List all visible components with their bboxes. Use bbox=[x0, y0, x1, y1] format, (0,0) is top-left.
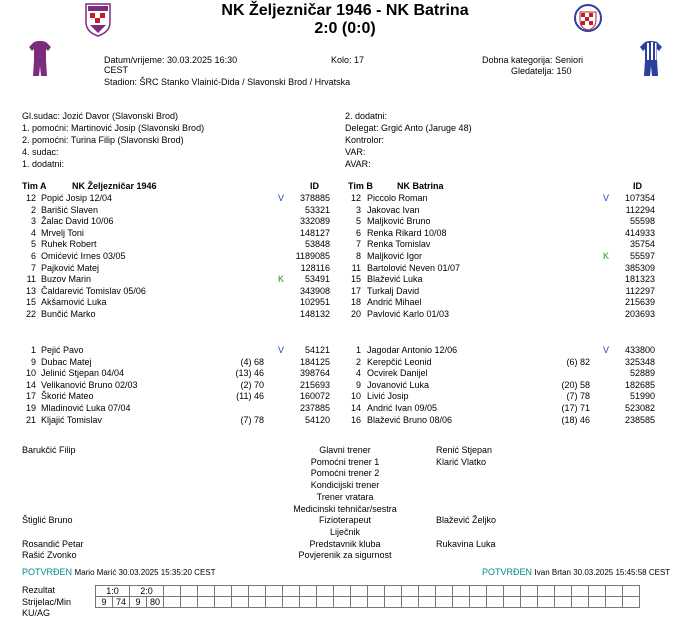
official-right-3: VAR: bbox=[345, 147, 366, 157]
player-id: 128116 bbox=[300, 262, 330, 273]
player-number: 19 bbox=[25, 403, 36, 413]
player-id: 112294 bbox=[625, 204, 655, 215]
staff-role: Liječnik bbox=[329, 527, 360, 537]
player-number: 2 bbox=[355, 356, 361, 367]
player-id: 53321 bbox=[304, 204, 330, 215]
empty-cell bbox=[453, 597, 470, 608]
player-id: 55597 bbox=[629, 251, 655, 261]
player-name: Pejić Pavo bbox=[41, 345, 84, 355]
team-b-starter-row bbox=[0, 298, 690, 309]
staff-team-a: Rosandić Petar bbox=[22, 539, 84, 549]
player-name: Jelinić Stjepan 04/04 bbox=[41, 368, 125, 379]
empty-cell bbox=[215, 597, 232, 608]
player-number: 2 bbox=[30, 204, 36, 215]
player-name: Maljković Bruno bbox=[367, 216, 431, 227]
player-number: 12 bbox=[25, 193, 36, 203]
player-id: 53491 bbox=[304, 274, 330, 285]
team-b-starter-row bbox=[0, 240, 690, 251]
scorer-cell: 9 bbox=[96, 597, 113, 608]
player-number: 4 bbox=[355, 368, 361, 379]
away-crest-icon bbox=[574, 2, 602, 38]
home-crest-icon bbox=[84, 2, 112, 38]
empty-cell bbox=[266, 586, 283, 597]
player-id: 51990 bbox=[629, 391, 655, 402]
player-name: Piccolo Roman bbox=[367, 193, 428, 203]
confirm-right-label: POTVRĐEN bbox=[482, 567, 533, 577]
official-left-3: 4. sudac: bbox=[22, 147, 59, 157]
player-number: 3 bbox=[30, 216, 36, 227]
player-number: 8 bbox=[355, 251, 361, 261]
staff-role: Fizioterapeut bbox=[318, 515, 372, 525]
empty-cell bbox=[504, 586, 521, 597]
player-number: 4 bbox=[30, 227, 36, 238]
player-name: Pavlović Karlo 01/03 bbox=[367, 309, 450, 319]
empty-cell bbox=[453, 586, 470, 597]
empty-cell bbox=[504, 597, 521, 608]
team-a-id-header: ID bbox=[310, 181, 319, 191]
player-number: 14 bbox=[25, 379, 36, 390]
player-number: 15 bbox=[25, 297, 36, 308]
empty-cell bbox=[351, 597, 368, 608]
confirm-left bbox=[22, 568, 216, 577]
goalkeeper-mark: V bbox=[603, 345, 610, 355]
player-id: 107354 bbox=[624, 193, 655, 203]
staff-team-a: Štiglić Bruno bbox=[22, 515, 73, 525]
scorer-label: Strijelac/Min bbox=[22, 597, 72, 607]
substitution-minute: (4) 68 bbox=[240, 356, 264, 367]
staff-role: Pomoćni trener 1 bbox=[310, 457, 380, 467]
staff-team-a: Rašić Zvonko bbox=[22, 550, 77, 560]
player-name: Dubac Matej bbox=[41, 356, 92, 367]
staff-team-b: Blažević Željko bbox=[436, 515, 497, 525]
official-left-2: 2. pomoćni: Turina Filip (Slavonski Brod) bbox=[22, 135, 184, 145]
empty-cell bbox=[368, 586, 385, 597]
empty-cell bbox=[198, 586, 215, 597]
goalkeeper-mark: V bbox=[603, 193, 610, 203]
empty-cell bbox=[402, 597, 419, 608]
staff-role: Kondicijski trener bbox=[310, 480, 380, 490]
team-b-name: NK Batrina bbox=[397, 181, 444, 191]
empty-cell bbox=[555, 597, 572, 608]
empty-cell bbox=[334, 597, 351, 608]
empty-cell bbox=[249, 586, 266, 597]
match-round: Kolo: 17 bbox=[331, 55, 365, 65]
empty-cell bbox=[249, 597, 266, 608]
team-b-sub-row bbox=[0, 416, 690, 427]
scorer-cell: 74 bbox=[113, 597, 130, 608]
scorer-cell: 80 bbox=[147, 597, 164, 608]
result-row bbox=[95, 586, 640, 597]
empty-cell bbox=[623, 586, 640, 597]
player-name: Renka Tomislav bbox=[367, 239, 431, 250]
empty-cell bbox=[266, 597, 283, 608]
empty-cell bbox=[470, 597, 487, 608]
player-number: 1 bbox=[355, 345, 361, 355]
staff-team-a: Barukčić Filip bbox=[22, 445, 76, 455]
player-id: 184125 bbox=[299, 356, 330, 367]
team-b-label: Tim B bbox=[348, 181, 373, 191]
player-number: 16 bbox=[350, 414, 361, 425]
empty-cell bbox=[419, 586, 436, 597]
empty-cell bbox=[606, 586, 623, 597]
team-b-starter-row bbox=[0, 287, 690, 298]
away-kit-icon bbox=[639, 40, 663, 80]
player-id: 203693 bbox=[624, 309, 655, 319]
player-number: 22 bbox=[25, 309, 36, 319]
match-title: NK Željezničar 1946 - NK Batrina bbox=[221, 2, 469, 19]
empty-cell bbox=[402, 586, 419, 597]
empty-cell bbox=[538, 597, 555, 608]
player-id: 112297 bbox=[625, 285, 655, 296]
player-number: 3 bbox=[355, 204, 361, 215]
team-b-sub-row bbox=[0, 381, 690, 392]
player-id: 53848 bbox=[304, 239, 330, 250]
player-id: 398764 bbox=[299, 368, 330, 379]
captain-mark: K bbox=[278, 274, 285, 285]
team-b-starter-row bbox=[0, 229, 690, 240]
official-right-1: Delegat: Grgić Anto (Jaruge 48) bbox=[345, 123, 472, 133]
substitution-minute: (6) 82 bbox=[566, 356, 590, 367]
player-name: Buzov Marin bbox=[41, 274, 92, 285]
empty-cell bbox=[215, 586, 232, 597]
home-kit-icon bbox=[28, 40, 52, 80]
empty-cell bbox=[487, 586, 504, 597]
empty-cell bbox=[385, 586, 402, 597]
empty-cell bbox=[521, 586, 538, 597]
result-grid bbox=[95, 585, 640, 608]
player-id: 181323 bbox=[624, 274, 655, 285]
player-number: 1 bbox=[30, 345, 36, 355]
player-name: Jakovac Ivan bbox=[367, 204, 420, 215]
player-id: 160072 bbox=[299, 391, 330, 402]
player-id: 215693 bbox=[299, 379, 330, 390]
player-name: Livić Josip bbox=[367, 391, 409, 402]
match-score: 2:0 (0:0) bbox=[314, 20, 376, 37]
player-name: Kljajić Tomislav bbox=[41, 414, 102, 425]
player-id: 238585 bbox=[624, 414, 655, 425]
player-name: Omićević Irnes 03/05 bbox=[41, 251, 126, 261]
empty-cell bbox=[283, 586, 300, 597]
player-id: 523082 bbox=[624, 403, 655, 413]
empty-cell bbox=[300, 586, 317, 597]
empty-cell bbox=[572, 586, 589, 597]
player-name: Barišić Slaven bbox=[41, 204, 99, 215]
player-id: 332089 bbox=[299, 216, 330, 227]
official-right-4: AVAR: bbox=[345, 159, 371, 169]
official-left-4: 1. dodatni: bbox=[22, 159, 65, 169]
player-number: 11 bbox=[26, 274, 36, 285]
goalkeeper-mark: V bbox=[278, 345, 285, 355]
player-name: Jagodar Antonio 12/06 bbox=[367, 345, 458, 355]
empty-cell bbox=[623, 597, 640, 608]
empty-cell bbox=[198, 597, 215, 608]
team-b-sub-row bbox=[0, 346, 690, 357]
player-number: 10 bbox=[350, 391, 361, 402]
player-name: Ocvirek Danijel bbox=[367, 368, 428, 379]
player-name: Pajković Matej bbox=[41, 262, 100, 273]
empty-cell bbox=[368, 597, 385, 608]
team-b-starter-row bbox=[0, 252, 690, 263]
player-name: Turkalj David bbox=[367, 285, 420, 296]
player-number: 5 bbox=[355, 216, 361, 227]
staff-role: Medicinski tehničar/sestra bbox=[293, 504, 397, 514]
staff-role: Trener vratara bbox=[316, 492, 374, 502]
empty-cell bbox=[232, 586, 249, 597]
empty-cell bbox=[572, 597, 589, 608]
player-number: 17 bbox=[25, 391, 36, 402]
official-right-0: 2. dodatni: bbox=[345, 111, 388, 121]
empty-cell bbox=[436, 597, 453, 608]
empty-cell bbox=[283, 597, 300, 608]
player-number: 14 bbox=[350, 403, 361, 413]
empty-cell bbox=[470, 586, 487, 597]
official-left-1: 1. pomoćni: Martinović Josip (Slavonski Brod) bbox=[22, 123, 205, 133]
empty-cell bbox=[232, 597, 249, 608]
player-id: 54120 bbox=[304, 414, 330, 425]
player-name: Blažević Luka bbox=[367, 274, 423, 285]
player-number: 7 bbox=[355, 239, 361, 250]
player-id: 54121 bbox=[304, 345, 330, 355]
result-label: Rezultat bbox=[22, 585, 56, 595]
empty-cell bbox=[436, 586, 453, 597]
player-id: 215639 bbox=[624, 297, 655, 308]
staff-role: Predstavnik kluba bbox=[309, 539, 381, 549]
player-number: 7 bbox=[30, 262, 36, 273]
player-id: 378885 bbox=[299, 193, 330, 203]
player-name: Ruhek Robert bbox=[41, 239, 97, 250]
player-id: 433800 bbox=[624, 345, 655, 355]
player-id: 102951 bbox=[299, 297, 330, 308]
confirm-right-text: Ivan Brtan 30.03.2025 15:45:58 CEST bbox=[534, 568, 671, 577]
empty-cell bbox=[606, 597, 623, 608]
match-spectators: Gledatelja: 150 bbox=[511, 66, 572, 76]
player-number: 9 bbox=[30, 356, 36, 367]
player-number: 15 bbox=[350, 274, 361, 285]
empty-cell bbox=[385, 597, 402, 608]
player-name: Čaldarević Tomislav 05/06 bbox=[41, 285, 146, 296]
player-name: Bartolović Neven 01/07 bbox=[367, 262, 461, 273]
player-number: 10 bbox=[25, 368, 36, 379]
substitution-minute: (17) 71 bbox=[561, 403, 590, 413]
player-name: Maljković Igor bbox=[367, 251, 423, 261]
player-name: Kerepčić Leonid bbox=[367, 356, 432, 367]
substitution-minute: (7) 78 bbox=[240, 414, 264, 425]
player-number: 20 bbox=[350, 309, 361, 319]
player-name: Blažević Bruno 08/06 bbox=[367, 414, 453, 425]
staff-team-b: Rukavina Luka bbox=[436, 539, 496, 549]
score-cell: 2:0 bbox=[130, 586, 164, 597]
empty-cell bbox=[334, 586, 351, 597]
player-name: Jovanović Luka bbox=[367, 379, 430, 390]
substitution-minute: (13) 46 bbox=[235, 368, 264, 379]
empty-cell bbox=[521, 597, 538, 608]
player-name: Bunčić Marko bbox=[41, 309, 96, 319]
empty-cell bbox=[555, 586, 572, 597]
player-id: 414933 bbox=[624, 227, 655, 238]
team-b-id-header: ID bbox=[633, 181, 642, 191]
substitution-minute: (11) 46 bbox=[236, 391, 264, 402]
empty-cell bbox=[181, 586, 198, 597]
official-left-0: Gl.sudac: Jozić Davor (Slavonski Brod) bbox=[22, 111, 179, 121]
empty-cell bbox=[317, 597, 334, 608]
staff-role: Pomoćni trener 2 bbox=[310, 468, 380, 478]
player-id: 325348 bbox=[624, 356, 655, 367]
match-category: Dobna kategorija: Seniori bbox=[482, 55, 584, 65]
kuag-label: KU/AG bbox=[22, 608, 51, 618]
player-id: 237885 bbox=[299, 403, 330, 413]
player-id: 148132 bbox=[299, 309, 330, 319]
match-datetime: Datum/vrijeme: 30.03.2025 16:30 bbox=[104, 55, 238, 65]
player-id: 148127 bbox=[299, 227, 330, 238]
substitution-minute: (7) 78 bbox=[566, 391, 590, 402]
player-name: Velikanović Bruno 02/03 bbox=[41, 379, 138, 390]
empty-cell bbox=[419, 597, 436, 608]
team-b-sub-row bbox=[0, 392, 690, 403]
match-timezone: CEST bbox=[104, 65, 129, 75]
player-id: 35754 bbox=[629, 239, 655, 250]
official-right-2: Kontrolor: bbox=[345, 135, 385, 145]
player-number: 6 bbox=[30, 251, 36, 261]
player-number: 18 bbox=[350, 297, 361, 308]
player-name: Mladinović Luka 07/04 bbox=[41, 403, 131, 413]
match-stadium: Stadion: ŠRC Stanko Vlainić-Dida / Slavonski Brod / Hrvatska bbox=[104, 77, 351, 87]
empty-cell bbox=[487, 597, 504, 608]
empty-cell bbox=[164, 597, 181, 608]
player-name: Mrvelj Toni bbox=[41, 227, 84, 238]
team-b-starter-row bbox=[0, 206, 690, 217]
goalkeeper-mark: V bbox=[278, 193, 285, 203]
player-number: 9 bbox=[355, 379, 361, 390]
score-cell: 1:0 bbox=[96, 586, 130, 597]
player-id: 182685 bbox=[624, 379, 655, 390]
player-number: 12 bbox=[350, 193, 361, 203]
player-name: Andrić Ivan 09/05 bbox=[367, 403, 438, 413]
player-id: 343908 bbox=[299, 285, 330, 296]
substitution-minute: (20) 58 bbox=[561, 379, 590, 390]
team-a-name: NK Željezničar 1946 bbox=[72, 181, 157, 191]
team-b-starter-row bbox=[0, 275, 690, 286]
player-name: Andrić Mihael bbox=[367, 297, 422, 308]
player-id: 1189085 bbox=[295, 251, 330, 261]
staff-team-b: Renić Stjepan bbox=[436, 445, 493, 455]
staff-team-b: Klarić Vlatko bbox=[436, 457, 487, 467]
empty-cell bbox=[300, 597, 317, 608]
team-b-starter-row bbox=[0, 194, 690, 205]
player-number: 6 bbox=[355, 227, 361, 238]
captain-mark: K bbox=[603, 251, 610, 261]
team-b-starter-row bbox=[0, 310, 690, 321]
player-number: 11 bbox=[351, 262, 361, 273]
empty-cell bbox=[317, 586, 334, 597]
staff-role: Glavni trener bbox=[319, 445, 371, 455]
empty-cell bbox=[589, 586, 606, 597]
player-number: 21 bbox=[25, 414, 36, 425]
team-b-starter-row bbox=[0, 264, 690, 275]
empty-cell bbox=[589, 597, 606, 608]
player-name: Žalac David 10/06 bbox=[41, 216, 114, 227]
empty-cell bbox=[181, 597, 198, 608]
player-number: 13 bbox=[25, 285, 36, 296]
confirm-right bbox=[482, 568, 670, 577]
scorer-cell: 9 bbox=[130, 597, 147, 608]
player-id: 52889 bbox=[629, 368, 655, 379]
scorer-row bbox=[95, 597, 640, 608]
player-number: 5 bbox=[30, 239, 36, 250]
substitution-minute: (18) 46 bbox=[561, 414, 590, 425]
team-a-label: Tim A bbox=[22, 181, 47, 191]
empty-cell bbox=[351, 586, 368, 597]
player-name: Akšamović Luka bbox=[41, 297, 107, 308]
team-b-sub-row bbox=[0, 369, 690, 380]
player-name: Renka Rikard 10/08 bbox=[367, 227, 447, 238]
team-b-starter-row bbox=[0, 217, 690, 228]
player-number: 17 bbox=[350, 285, 361, 296]
team-b-sub-row bbox=[0, 358, 690, 369]
team-b-sub-row bbox=[0, 404, 690, 415]
player-id: 385309 bbox=[624, 262, 655, 273]
empty-cell bbox=[538, 586, 555, 597]
player-name: Škorić Mateo bbox=[41, 391, 94, 402]
player-id: 55598 bbox=[629, 216, 655, 227]
confirm-left-label: POTVRĐEN bbox=[22, 567, 73, 577]
confirm-left-text: Mario Marić 30.03.2025 15:35:20 CEST bbox=[74, 568, 216, 577]
substitution-minute: (2) 70 bbox=[240, 379, 264, 390]
player-name: Popić Josip 12/04 bbox=[41, 193, 113, 203]
empty-cell bbox=[164, 586, 181, 597]
staff-role: Povjerenik za sigurnost bbox=[298, 550, 392, 560]
